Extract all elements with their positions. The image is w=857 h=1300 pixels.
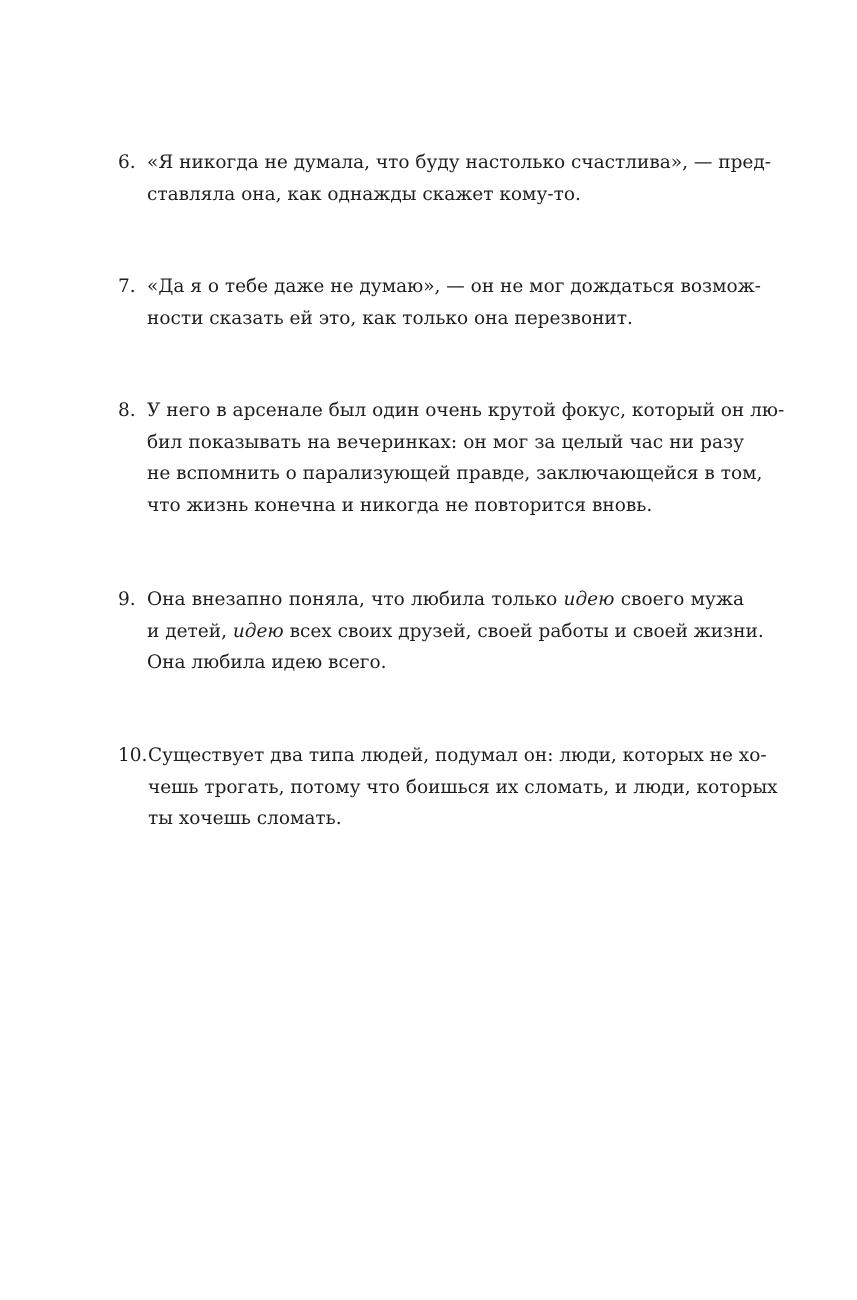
item-text-line: ставляла она, как однажды скажет кому-то. <box>147 183 581 205</box>
list-item-7 <box>118 271 761 334</box>
emphasis-text: идею <box>563 589 615 610</box>
item-text-line: Существует два типа людей, подумал он: люди, которых не хо- <box>148 745 767 766</box>
item-text-line: что жизнь конечна и никогда не повторится вновь. <box>147 494 653 516</box>
item-text-line: «Да я о тебе даже не думаю», — он не мог дождаться возмож- <box>147 276 761 297</box>
emphasis-text: идею <box>232 620 284 642</box>
list-item-10 <box>118 740 778 835</box>
text-segment: и детей, <box>147 620 233 642</box>
item-text-line: ности сказать ей это, как только она перезвонит. <box>147 307 633 329</box>
item-text-line: Она любила идею всего. <box>147 652 387 673</box>
item-number: 6. <box>118 152 136 173</box>
text-segment: своего мужа <box>614 589 744 610</box>
item-number: 7. <box>118 276 136 297</box>
item-text-line: чешь трогать, потому что боишься их сломать, и люди, которых <box>148 776 778 798</box>
item-text-line <box>118 616 764 648</box>
item-number: 9. <box>118 589 136 610</box>
list-item-9 <box>118 584 764 679</box>
text-segment: всех своих друзей, своей работы и своей жизни. <box>283 620 764 642</box>
item-text-line: У него в арсенале был один очень крутой фокус, который он лю- <box>147 400 785 421</box>
item-text-line: «Я никогда не думала, что буду настолько счастлива», — пред- <box>147 152 772 173</box>
list-item-6 <box>118 147 772 210</box>
text-segment: Она внезапно поняла, что любила только <box>147 589 564 610</box>
item-text-line: не вспомнить о парализующей правде, заключающейся в том, <box>147 463 763 484</box>
item-text-line: бил показывать на вечеринках: он мог за целый час ни разу <box>147 431 744 453</box>
item-text-line <box>118 584 744 616</box>
item-text-line: ты хочешь сломать. <box>148 808 342 829</box>
list-item-8 <box>118 395 785 521</box>
item-number: 8. <box>118 400 136 421</box>
item-number: 10. <box>118 745 148 766</box>
